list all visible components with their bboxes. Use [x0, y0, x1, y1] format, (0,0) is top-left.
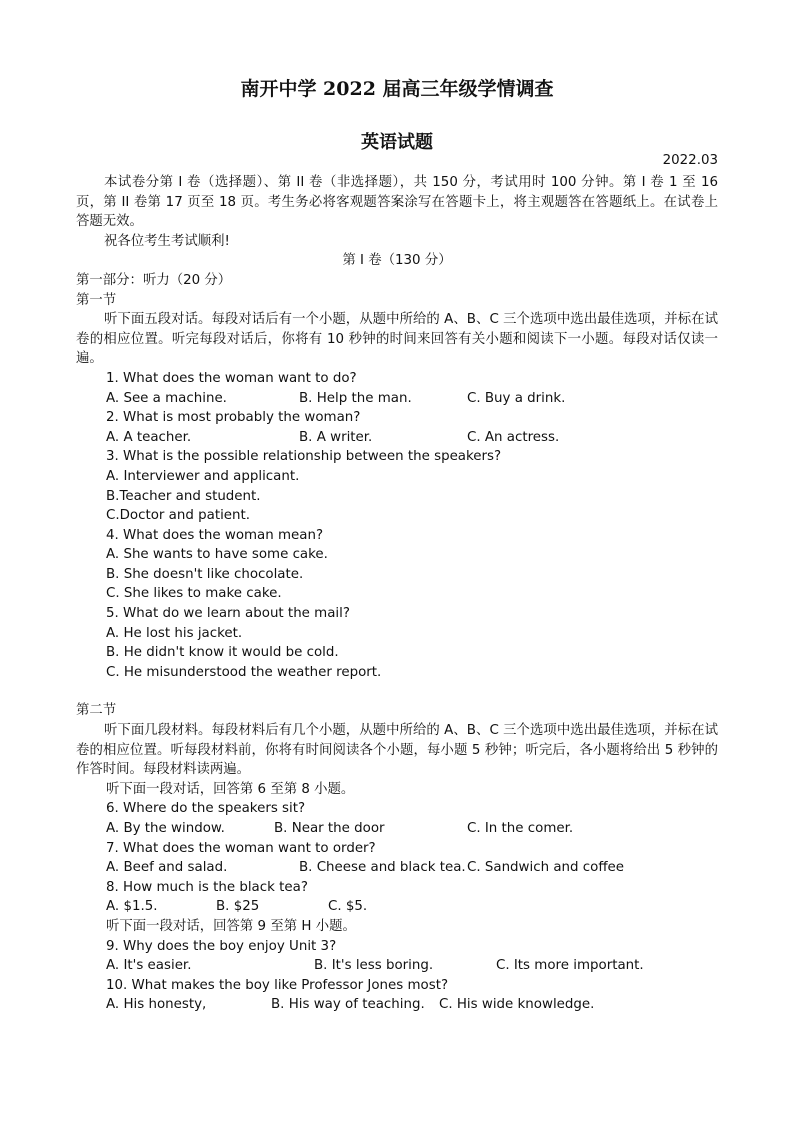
option-b: B. Help the man. [299, 390, 412, 406]
question-2-options [76, 428, 718, 448]
intro-paragraph: 本试卷分第 I 卷（选择题）、第 II 卷（非选择题），共 150 分，考试用时 100 分钟。第 I 卷 1 至 16 页，第 II 卷第 17 页至 18 页。考生务必将客观题答案涂写在答题卡上，将主观题答在答题纸上。在试卷上答题无效。 [76, 175, 718, 230]
option-c: C. $5. [328, 899, 368, 915]
option-a: A. Beef and salad. [106, 860, 228, 876]
question-8-options [76, 897, 718, 917]
question-5-stem: 5. What do we learn about the mail? [106, 606, 350, 622]
question-6-options [76, 819, 718, 839]
option-b: B. It's less boring. [314, 958, 434, 974]
option-c: C. His wide knowledge. [439, 997, 595, 1013]
question-1-options [76, 389, 718, 409]
part1-heading: 第一部分：听力（20 分） [76, 272, 232, 288]
section2-heading: 第二节 [76, 703, 117, 719]
exam-date: 2022.03 [662, 153, 718, 168]
question-10-stem: 10. What makes the boy like Professor Jones most? [106, 977, 449, 993]
option-a: A. It's easier. [106, 958, 192, 974]
option-b: B. She doesn't like chocolate. [106, 566, 304, 582]
exam-body [76, 173, 718, 1015]
question-7-options [76, 858, 718, 878]
option-a: A. By the window. [106, 821, 225, 836]
option-b: B. Cheese and black tea. [299, 860, 466, 876]
question-8-stem: 8. How much is the black tea? [106, 879, 308, 895]
option-b: B. $25 [216, 899, 260, 915]
option-b: B. A writer. [299, 429, 373, 445]
option-c: C. In the comer. [467, 821, 574, 836]
question-6-stem: 6. Where do the speakers sit? [106, 801, 306, 817]
question-3-stem: 3. What is the possible relationship between the speakers? [106, 449, 502, 465]
option-c: C. He misunderstood the weather report. [106, 664, 382, 680]
option-a: A. His honesty, [106, 997, 207, 1013]
option-c: C.Doctor and patient. [106, 508, 251, 524]
spacer [76, 682, 718, 701]
option-c: C. Its more important. [496, 958, 644, 974]
exam-title: 南开中学 2022 届高三年级学情调查 [240, 78, 554, 100]
option-a: A. Interviewer and applicant. [106, 468, 300, 484]
option-a: A. She wants to have some cake. [106, 547, 328, 563]
option-c: C. Sandwich and coffee [467, 860, 625, 876]
section1-heading: 第一节 [76, 292, 117, 308]
section1-instructions: 听下面五段对话。每段对话后有一个小题，从题中所给的 A、B、C 三个选项中选出最佳选项，并标在试卷的相应位置。听完每段对话后，你将有 10 秒钟的时间来回答有关小题和阅读下一小题。每段对话仅读一遍。 [76, 312, 718, 367]
set-2-instruction: 听下面一段对话，回答第 9 至第 H 小题。 [106, 918, 356, 934]
option-b: B.Teacher and student. [106, 488, 261, 504]
question-9-options [76, 956, 718, 976]
section2-instructions: 听下面几段材料。每段材料后有几个小题，从题中所给的 A、B、C 三个选项中选出最佳选项，并标在试卷的相应位置。听每段材料前，你将有时间阅读各个小题，每小题 5 秒钟；听完后，各小题将给出 5 秒钟的作答时间。每段材料读两遍。 [76, 723, 718, 778]
volume-heading: 第 I 卷（130 分） [342, 253, 452, 269]
option-a: A. $1.5. [106, 899, 158, 915]
question-4-stem: 4. What does the woman mean? [106, 527, 324, 543]
option-a: A. He lost his jacket. [106, 625, 243, 641]
option-b: B. His way of teaching. [271, 997, 425, 1013]
question-1-stem: 1. What does the woman want to do? [106, 370, 357, 386]
option-a: A. A teacher. [106, 429, 192, 445]
option-a: A. See a machine. [106, 390, 227, 406]
option-c: C. Buy a drink. [467, 390, 566, 406]
option-c: C. She likes to make cake. [106, 586, 282, 602]
question-10-options [76, 995, 718, 1015]
question-7-stem: 7. What does the woman want to order? [106, 840, 376, 856]
question-2-stem: 2. What is most probably the woman? [106, 410, 361, 426]
exam-subtitle: 英语试题 [361, 132, 433, 153]
set-1-instruction: 听下面一段对话，回答第 6 至第 8 小题。 [106, 781, 355, 797]
question-9-stem: 9. Why does the boy enjoy Unit 3? [106, 938, 337, 954]
good-luck-line: 祝各位考生考试顺利! [104, 233, 230, 249]
option-b: B. Near the door [274, 821, 385, 836]
option-b: B. He didn't know it would be cold. [106, 645, 339, 661]
option-c: C. An actress. [467, 429, 560, 445]
